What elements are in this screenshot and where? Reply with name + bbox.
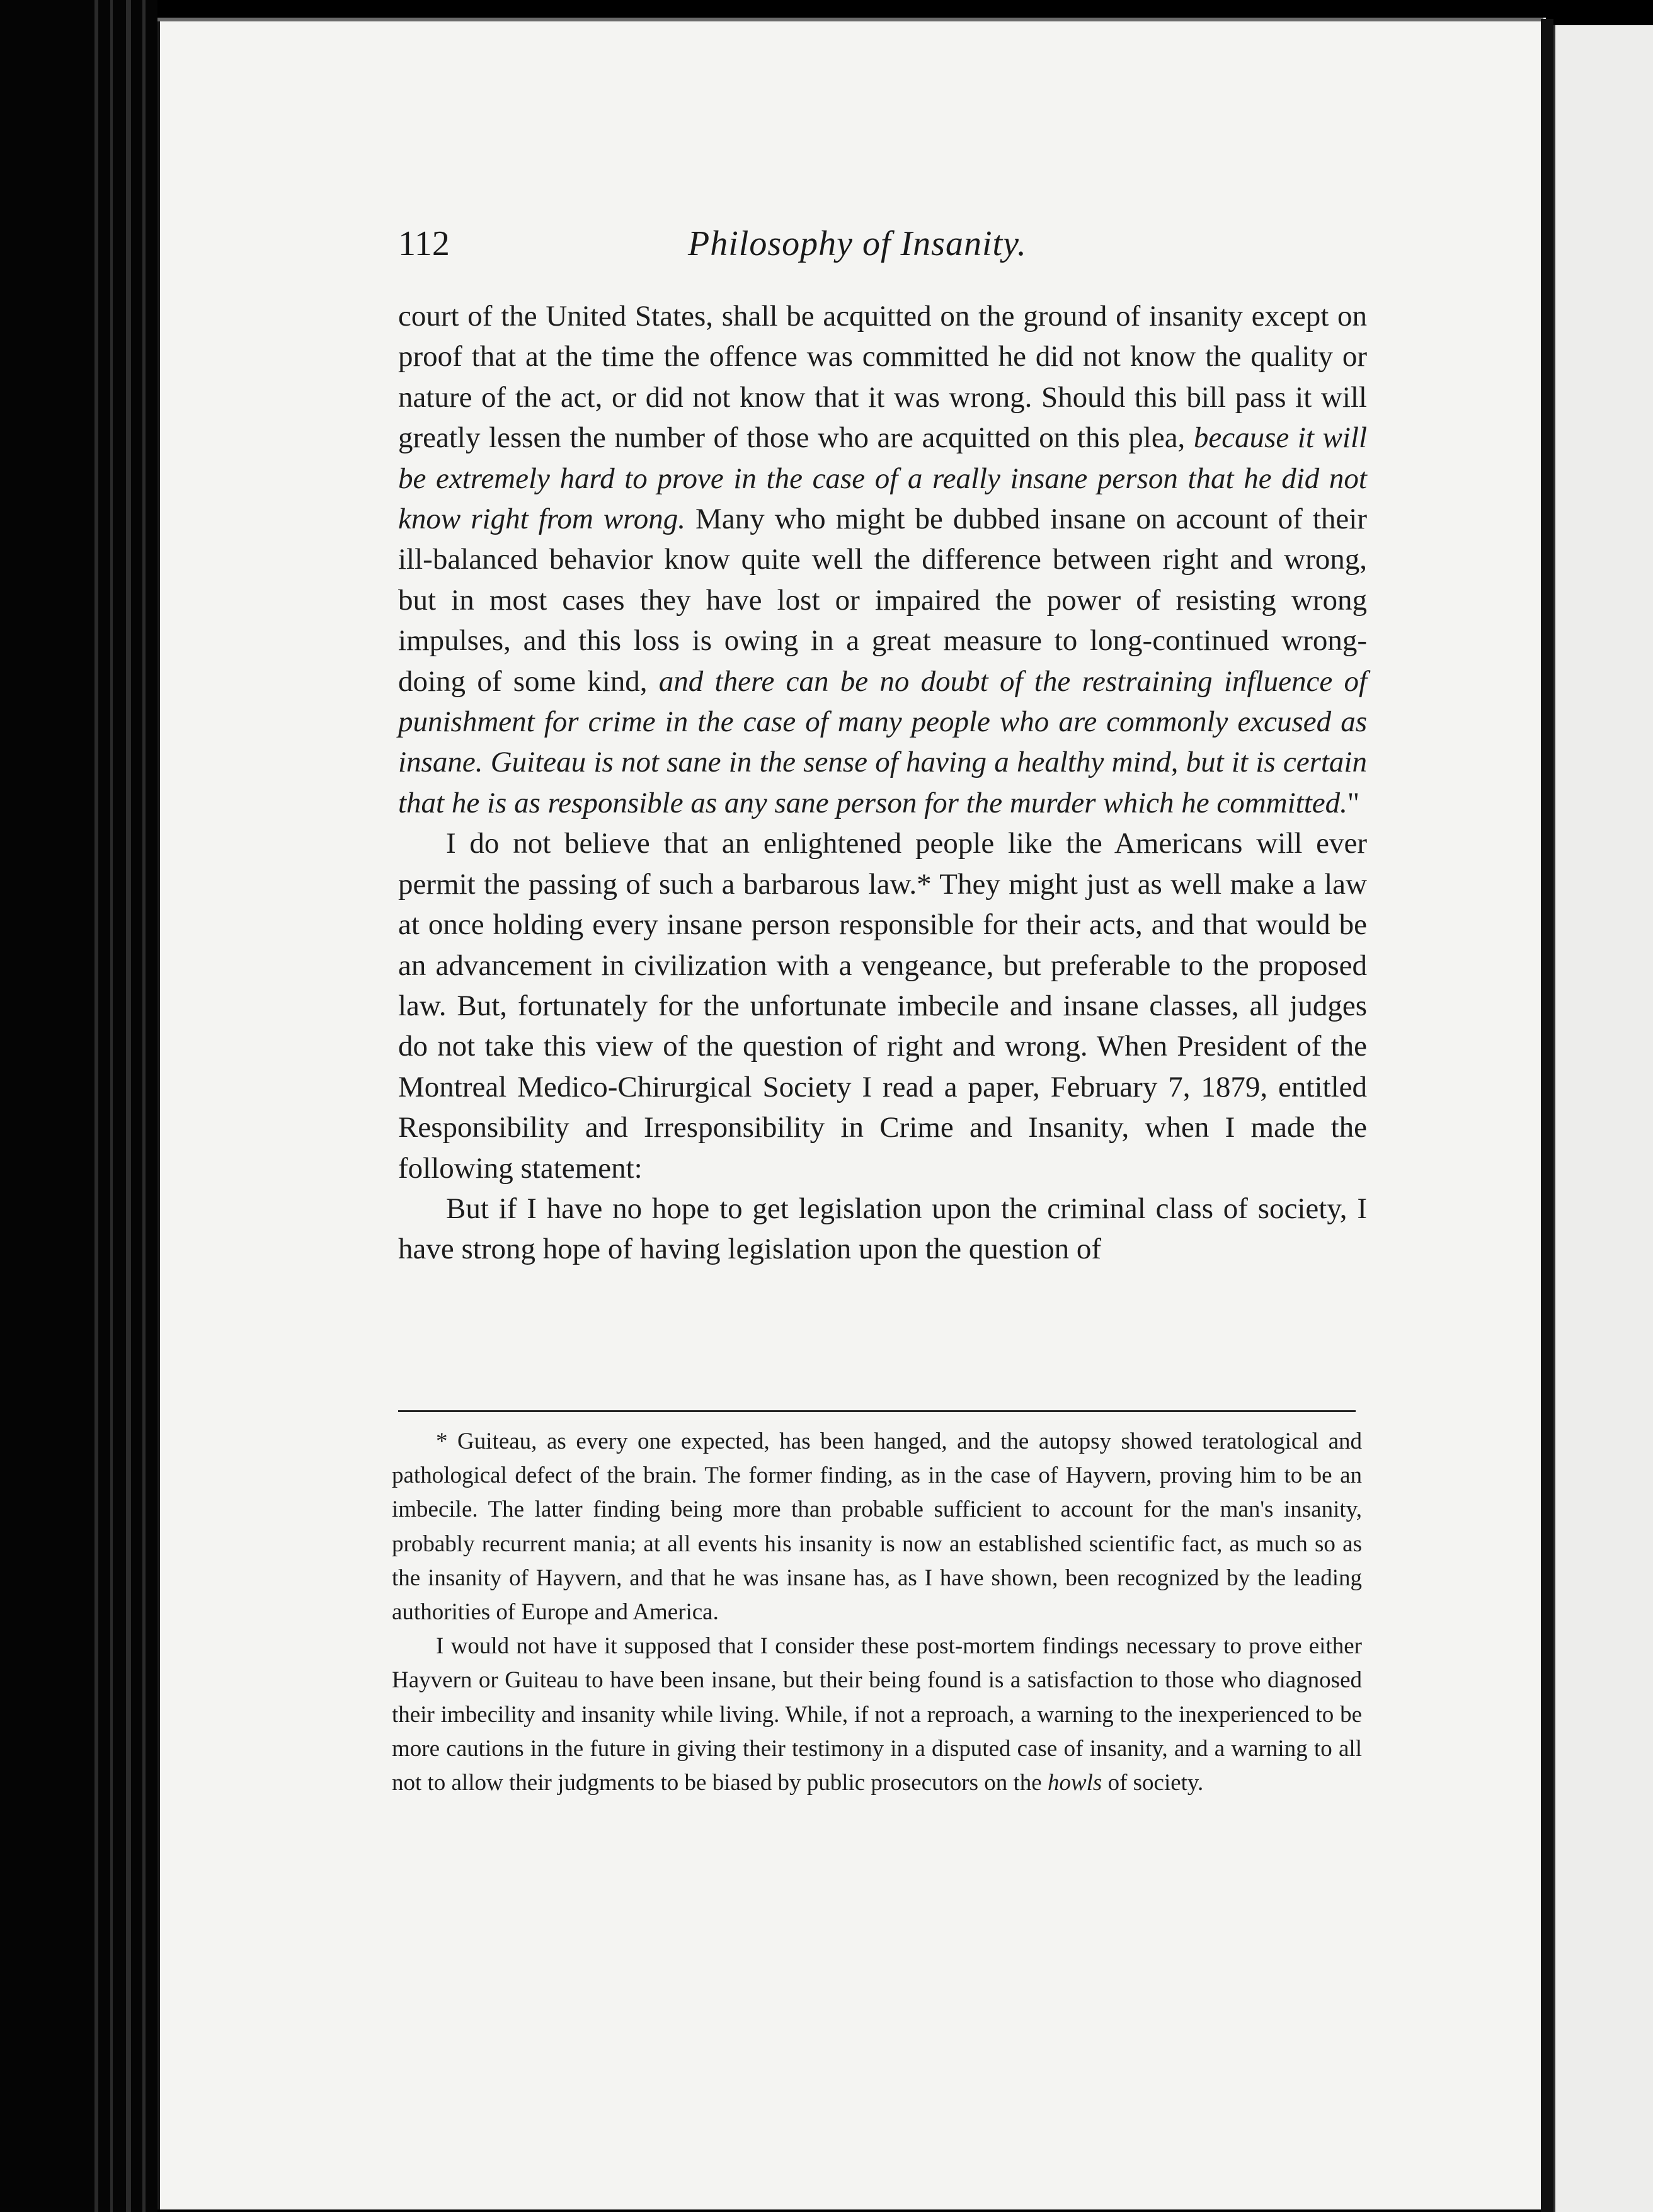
binding-line (126, 0, 131, 2212)
page-gutter-right (1541, 19, 1553, 2212)
italic-run: howls (1047, 1770, 1102, 1796)
footnote (392, 1629, 1362, 1800)
italic-run: and there can be no doubt of the restraining influence of punishment for crime in the case of many people who are commonly excused as insane. Guiteau is not sane in the sense of having a healthy mind, but it is certain that he is as responsible as any sane person for the murder which he committed. (398, 664, 1368, 819)
footnote-rule (398, 1410, 1356, 1412)
paragraph (398, 296, 1367, 823)
paragraph: But if I have no hope to get legislation upon the criminal class of society, I have strong hope of having legislation upon the question of (398, 1192, 1367, 1266)
text-run: Many who might be dubbed insane on account of their ill-balanced behavior know quite well the difference between right and wrong, but in most cases they have lost or impaired the power of resisting wrong impulses, and this loss is owing in a great measure to long-continued wrong-doing of some kind, (398, 503, 1368, 698)
text-run: I would not have it supposed that I consider these post-mortem findings necessary to prove either Hayvern or Guiteau to have been insane, but their being found is a satisfaction to those who diagnosed their imbecility and insanity while living. While, if not a reproach, a warning to the inexperienced to be more cautions in the future in giving their testimony in a disputed case of insanity, and a warning to all not to allow their judgments to be biased by public prosecutors on the (392, 1633, 1362, 1796)
paragraph: I do not believe that an enlightened people like the Americans will ever permit the passing of such a barbarous law.* They might just as well make a law at once holding every insane person responsible for their acts, and that would be an advancement in civilization with a vengeance, but preferable to the proposed law. But, fortunately for the unfortunate imbecile and insane classes, all judges do not take this view of the question of right and wrong. When President of the Montreal Medico-Chirurgical Society I read a paper, February 7, 1879, entitled Responsibility and Irresponsibility in Crime and Insanity, when I made the following statement: (398, 827, 1367, 1185)
text-run: court of the United States, shall be acquitted on the ground of insanity except on proof that at the time the offence was committed he did not know the quality or nature of the act, or did not know that it was wrong. Should this bill pass it will greatly lessen the number of those who are acquitted on this plea, (398, 300, 1367, 455)
binding-line (142, 0, 146, 2212)
footnotes (392, 1425, 1362, 1800)
italic-run: because it will be extremely hard to prove in the case of a really insane person that he did not know right from wrong. (398, 421, 1367, 536)
binding-line (94, 0, 98, 2212)
adjacent-page-edge (1553, 25, 1653, 2212)
page-header (398, 224, 1368, 274)
binding-line (110, 0, 113, 2212)
book-spine (0, 0, 157, 2212)
page-top-edge (157, 18, 1543, 21)
closing-quote: " (1347, 786, 1360, 819)
footnote: * Guiteau, as every one expected, has been hanged, and the autopsy showed teratological and pathological defect of the brain. The former finding, as in the case of Hayvern, proving him to be an imbecile. The latter finding being more than probable sufficient to account for the man's insanity, probably recurrent mania; at all events his insanity is now an established scientific fact, as much so as the insanity of Hayvern, and that he was insane has, as I have shown, been recognized by the leading authorities of Europe and America. (392, 1428, 1362, 1626)
text-run: of society. (1102, 1770, 1204, 1796)
page-number: 112 (398, 224, 450, 263)
running-title: Philosophy of Insanity. (688, 224, 1027, 263)
body-text (398, 296, 1367, 1270)
